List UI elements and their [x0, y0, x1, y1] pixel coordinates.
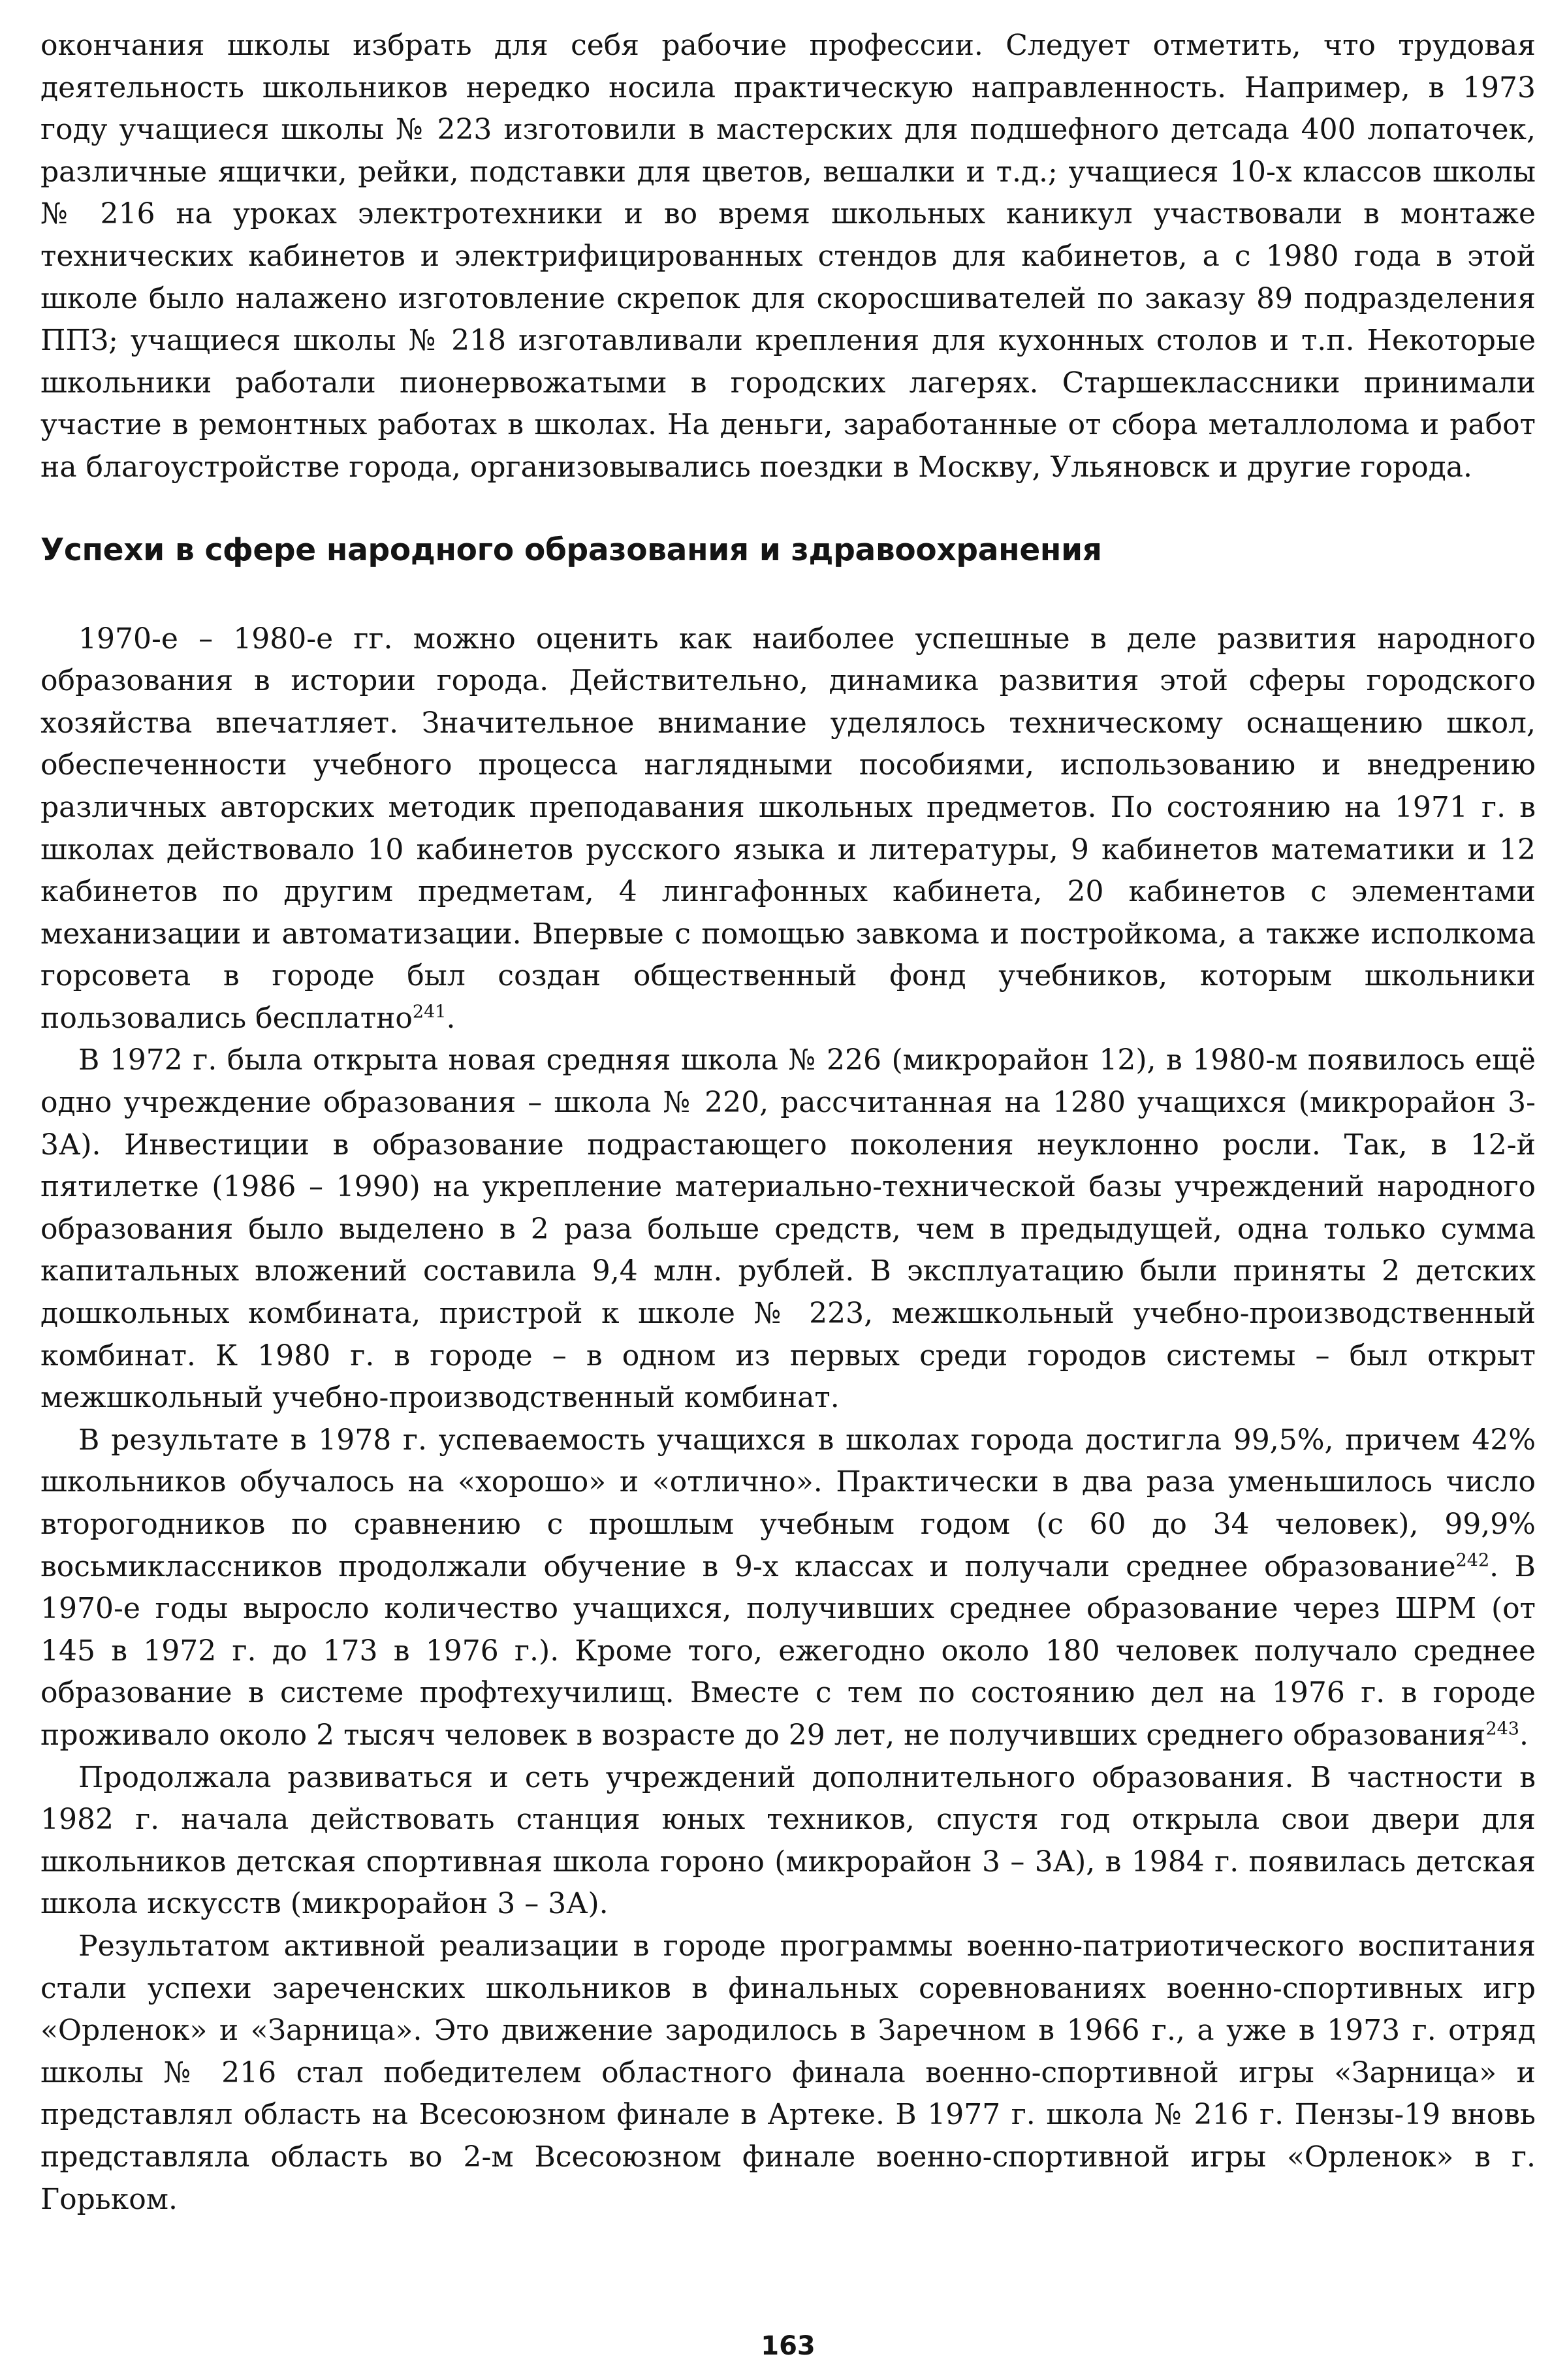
paragraph-text: В результате в 1978 г. успеваемость учащихся в школах города достигла 99,5%, причем 42% школьников обучалось на «хорошо» и «отлично». Практически в два раза уменьшилось число второгодников по сравнению с прошлым учебным годом (с 60 до 34 человек), 99,9% восьмиклассников продолжали обучение в 9-х классах и получали среднее образование: [40, 1423, 1536, 1583]
paragraph-new-schools: В 1972 г. была открыта новая средняя школа № 226 (микрорайон 12), в 1980-м появилось ещё одно учреждение образования – школа № 220, рассчитанная на 1280 учащихся (микрорайон 3-3А). Инвестиции в образование подрастающего поколения неуклонно росли. Так, в 12-й пятилетке (1986 – 1990) на укрепление материально-технической базы учреждений народного образования было выделено в 2 раза больше средств, чем в предыдущей, одна только сумма капитальных вложений составила 9,4 млн. рублей. В эксплуатацию были приняты 2 детских дошкольных комбината, пристрой к школе № 223, межшкольный учебно-производственный комбинат. К 1980 г. в городе – в одном из первых среди городов системы – был открыт межшкольный учебно-производственный комбинат.: [40, 1043, 1536, 1415]
paragraph-additional-education: Продолжала развиваться и сеть учреждений дополнительного образования. В частности в 1982 г. начала действовать станция юных техников, спустя год открыла свои двери для школьников детская спортивная школа гороно (микрорайон 3 – 3А), в 1984 г. появилась детская школа искусств (микрорайон 3 – 3А).: [40, 1760, 1536, 1921]
paragraph-military-patriotic: Результатом активной реализации в городе программы военно-патриотического воспитания стали успехи зареченских школьников в финальных соревнованиях военно-спортивных игр «Орленок» и «Зарница». Это движение зародилось в Заречном в 1966 г., а уже в 1973 г. отряд школы № 216 стал победителем областного финала военно-спортивной игры «Зарница» и представлял область на Всесоюзном финале в Артеке. В 1977 г. школа № 216 г. Пензы-19 вновь представляла область во 2-м Всесоюзном финале военно-спортивной игры «Орленок» в г. Горьком.: [40, 1929, 1536, 2216]
paragraph-text: . В 1970-е годы выросло количество учащихся, получивших среднее образование через ШРМ (от 145 в 1972 г. до 173 в 1976 г.). Кроме того, ежегодно около 180 человек получало среднее образование в системе профтехучилищ. Вместе с тем по состоянию дел на 1976 г. в городе проживало около 2 тысяч человек в возрасте до 29 лет, не получивших среднего образования: [40, 1549, 1536, 1752]
paragraph-education-1970s: [40, 618, 1536, 1040]
section-heading: Успехи в сфере народного образования и здравоохранения: [40, 532, 1102, 568]
footnote-ref-243[interactable]: 243: [1485, 1719, 1519, 1739]
page-number: 163: [761, 2331, 815, 2361]
footnote-ref-241[interactable]: 241: [412, 1002, 447, 1023]
footnote-ref-242[interactable]: 242: [1455, 1549, 1490, 1570]
paragraph-tail: .: [446, 1001, 456, 1035]
paragraph-text: 1970-е – 1980-е гг. можно оценить как наиболее успешные в деле развития народного образования в истории города. Действительно, динамика развития этой сферы городского хозяйства впечатляет. Значительное внимание уделялось техническому оснащению школ, обеспеченности учебного процесса наглядными пособиями, использованию и внедрению различных авторских методик преподавания школьных предметов. По состоянию на 1971 г. в школах действовало 10 кабинетов русского языка и литературы, 9 кабинетов математики и 12 кабинетов по другим предметам, 4 лингафонных кабинета, 20 кабинетов с элементами механизации и автоматизации. Впервые с помощью завкома и постройкома, а также исполкома горсовета в городе был создан общественный фонд учебников, которым школьники пользовались бесплатно: [40, 622, 1536, 1035]
paragraph-results-1978: [40, 1420, 1536, 1757]
book-page: [40, 25, 1536, 2361]
paragraph-tail: .: [1519, 1718, 1528, 1752]
intro-paragraph: окончания школы избрать для себя рабочие профессии. Следует отметить, что трудовая деятельность школьников нередко носила практическую направленность. Например, в 1973 году учащиеся школы № 223 изготовили в мастерских для подшефного детсада 400 лопаточек, различные ящички, рейки, подставки для цветов, вешалки и т.д.; учащиеся 10-х классов школы № 216 на уроках электротехники и во время школьных каникул участвовали в монтаже технических кабинетов и электрифицированных стендов для кабинетов, а с 1980 года в этой школе было налажено изготовление скрепок для скоросшивателей по заказу 89 подразделения ППЗ; учащиеся школы № 218 изготавливали крепления для кухонных столов и т.п. Некоторые школьники работали пионервожатыми в городских лагерях. Старшеклассники принимали участие в ремонтных работах в школах. На деньги, заработанные от сбора металлолома и работ на благоустройстве города, организовывались поездки в Москву, Ульяновск и другие города.: [40, 29, 1536, 484]
